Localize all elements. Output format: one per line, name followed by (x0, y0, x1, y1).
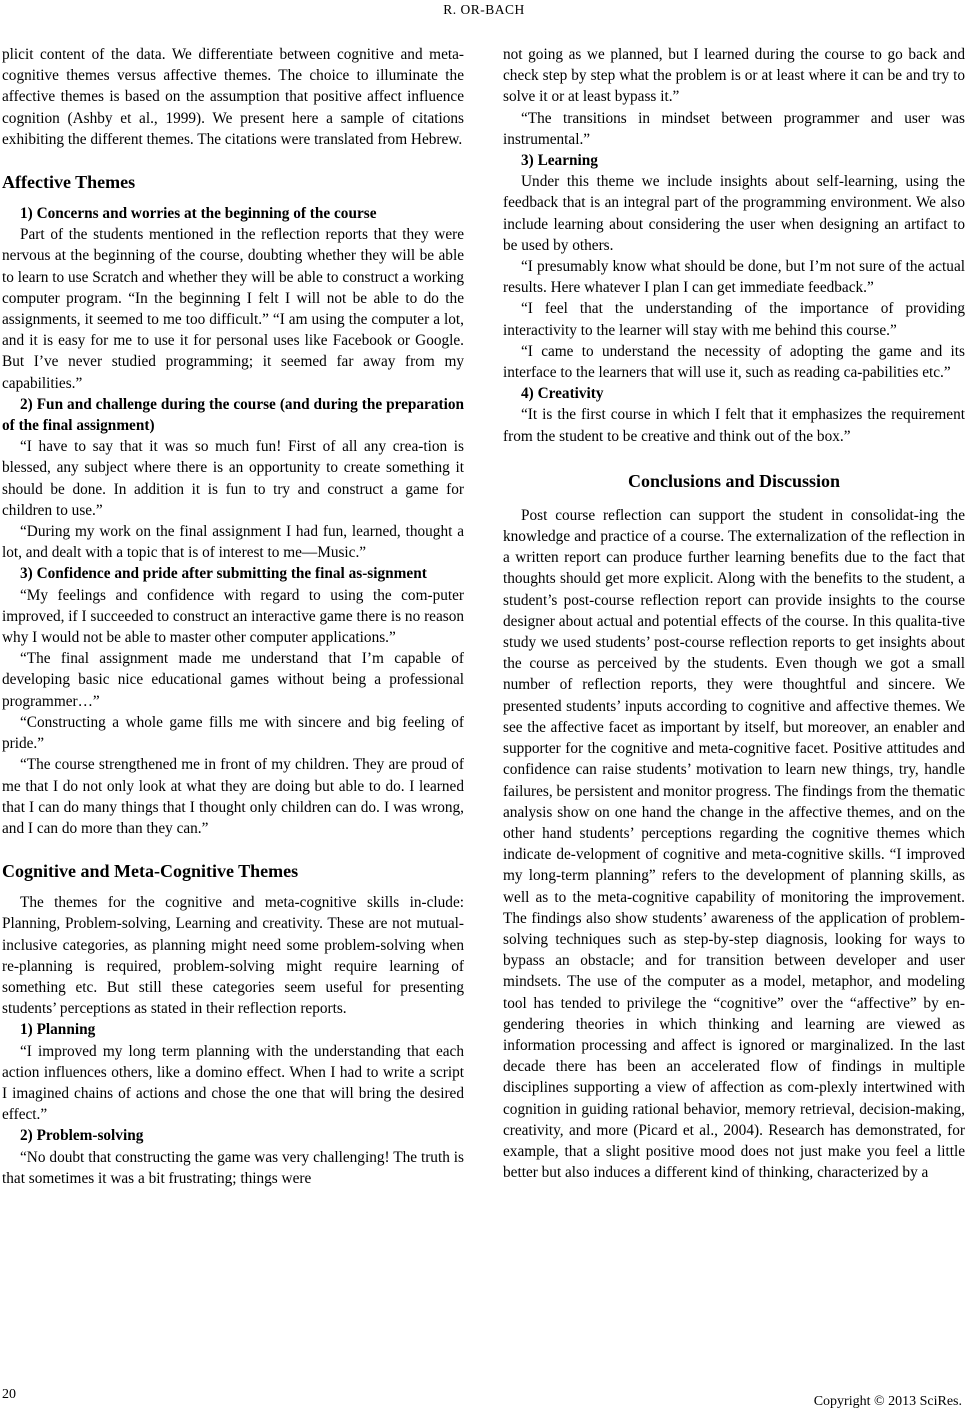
problem-solving-quote-continued: not going as we planned, but I learned during the course to go back and check step by step what the problem is or at least where it can be and try to solve it or at least bypass it.” (503, 46, 965, 106)
fun-quote: “During my work on the final assignment I had fun, learned, thought a lot, and dealt with a topic that is of interest to me—Music.” (2, 523, 464, 562)
confidence-quote: “My feelings and confidence with regard to using the com-puter improved, if I succeeded to construct an interactive game there is no reason why I would not be able to master other computer applications.” (2, 586, 464, 647)
running-head: R. OR-BACH (443, 2, 525, 17)
planning-quote: “I improved my long term planning with the understanding that each action influences others, like a domino effect. When I had to write a script I imagined chains of actions and chose the one that will bring the desired effect.” (2, 1042, 464, 1124)
creativity-quote: “It is the first course in which I felt that it emphasizes the requirement from the student to be creative and think out of the box.” (503, 406, 965, 445)
conclusions-paragraph: Post course reflection can support the student in consolidat-ing the knowledge and practice of a course. The externalization of the reflection in a written report can produce further learning benefits due to the fact that thoughts should get more explicit. Along with the benefits to the student, a student’s post-course reflection report can provide insights to the course designer about actual and potential effects of the course. In this qualita-tive study we used students’ post-course reflection reports to get insights about the course as perceived by the students. Even though we got a small number of reflection reports, they were thoughtful and sincere. We presented students’ inputs according to cognitive and affective themes. We see the affective facet as important by itself, but moreover, an enabler and supporter for the cognitive and meta-cognitive facet. Positive attitudes and confidence can raise students’ motivation to learn new things, try, handle failures, be persistent and monitor progress. The findings from the thematic analysis show on one hand the change in the affective themes, and on the other hand students’ perceptions regarding the cognitive themes which indicate de-velopment of cognitive and meta-cognitive skills. “I improved my long-term planning” refers to the development of planning skills, as well as to the meta-cognitive capability of monitoring the improvement. The findings also show students’ awareness of the application of problem-solving techniques such as step-by-step diagnosis, looking for ways to bypass an obstacle; and for transition between developer and user mindsets. The use of the computer as a model, metaphor, and modeling tool has tended to privilege the “cognitive” over the “affective” by en-gendering theories in which thinking and learning are viewed as information processing and affect is ignored or marginalized. In the last decade there has been an accelerated flow of findings in multiple disciplines supporting a view of affection as com-plexly intertwined with cognition in guiding rational behavior, memory retrieval, decision-making, creativity, and more (Picard et al., 2004). Research has demonstrated, for example, that a slight positive mood does not just make you feel a little better but also induces a different kind of thinking, characterized by a (503, 506, 965, 1182)
page-number: 20 (2, 1387, 16, 1402)
transitions-quote: “The transitions in mindset between programmer and user was instrumental.” (503, 109, 965, 148)
right-column (503, 44, 965, 1183)
left-column (2, 44, 464, 1189)
copyright-notice: Copyright © 2013 SciRes. (813, 1394, 962, 1409)
learning-quote: “I feel that the understanding of the importance of providing interactivity to the learner will stay with me behind this course.” (503, 300, 965, 339)
learning-paragraph: Under this theme we include insights about self-learning, using the feedback that is an integral part of the programming environment. We also include learning about considering the user when designing an artifact to be used by others. (503, 173, 965, 254)
fun-subheading: 2) Fun and challenge during the course (and during the preparation of the final assignment) (2, 395, 464, 435)
learning-quote: “I presumably know what should be done, but I’m not sure of the actual results. Here whatever I plan I can get immediate feedback.” (503, 258, 965, 297)
creativity-subheading: 4) Creativity (521, 385, 604, 403)
confidence-quote: “The course strengthened me in front of my children. They are proud of me that I do not only look at what they are doing but able to do. I learned that I can do many things that I thought only children can do. I was wrong, and I can do more than they can.” (2, 756, 464, 837)
fun-quote: “I have to say that it was so much fun! First of all any crea-tion is blessed, any subject where there is an opportunity to create something it should be done. In addition it is fun to try and construct a game for children to use.” (2, 438, 464, 519)
affective-themes-heading: Affective Themes (2, 172, 136, 193)
problem-solving-subheading: 2) Problem-solving (20, 1127, 144, 1145)
confidence-quote: “The final assignment made me understand that I’m capable of developing basic nice educational games without being a professional programmer…” (2, 650, 464, 710)
learning-quote: “I came to understand the necessity of adopting the game and its interface to the learners that will use it, such as reading ca-pabilities etc.” (503, 342, 965, 382)
cognitive-themes-heading: Cognitive and Meta-Cognitive Themes (2, 861, 299, 882)
learning-subheading: 3) Learning (521, 152, 598, 170)
intro-paragraph: plicit content of the data. We differentiate between cognitive and meta-cognitive themes versus affective themes. The choice to illuminate the affective themes is based on the assumption that positive affect influence cognition (Ashby et al., 1999). We present here a sample of citations exhibiting the different themes. The citations were translated from Hebrew. (2, 46, 464, 148)
planning-subheading: 1) Planning (20, 1021, 96, 1039)
concerns-paragraph: Part of the students mentioned in the reflection reports that they were nervous at the beginning of the course, doubting whether they will be able to learn to use Scratch and whether they will be able to construct a working computer program. “In the beginning I felt I will not be able to do the assignments, it seemed to me too difficult.” “I am using the computer a lot, and it is easy for me to use it for personal uses like Facebook or Google. But I’ve never studied programming; it seemed far away from my capabilities.” (2, 226, 464, 392)
concerns-subheading: 1) Concerns and worries at the beginning of the course (20, 205, 377, 223)
conclusions-heading: Conclusions and Discussion (627, 470, 841, 491)
cognitive-paragraph: The themes for the cognitive and meta-cognitive skills in-clude: Planning, Problem-solving, Learning and creativity. These are not mutual-inclusive categories, as planning might need some problem-solving when re-planning is required, problem-solving might require learning of something etc. But still these categories seem useful for presenting students’ perceptions as stated in their reflection reports. (2, 894, 464, 1018)
confidence-quote: “Constructing a whole game fills me with sincere and big feeling of pride.” (2, 713, 464, 753)
confidence-subheading: 3) Confidence and pride after submitting the final as-signment (20, 565, 427, 583)
problem-solving-quote: “No doubt that constructing the game was very challenging! The truth is that sometimes it was a bit frustrating; things were (2, 1148, 464, 1187)
